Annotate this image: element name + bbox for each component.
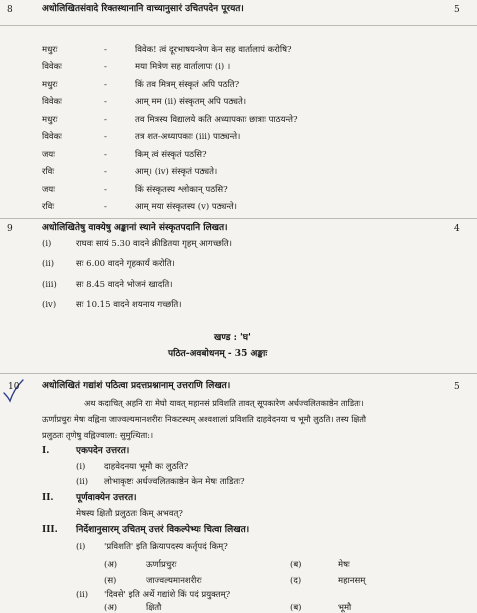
- speaker: जयः: [42, 150, 55, 160]
- option-value: जाज्वल्यमानशरीरः: [146, 576, 202, 586]
- dash: -: [104, 167, 107, 177]
- dash: -: [104, 202, 107, 212]
- dash: -: [104, 62, 107, 72]
- divider: [0, 218, 477, 219]
- part-label: II.: [42, 493, 54, 503]
- item-text: 'प्रविशति' इति क्रियापदस्य कर्तृपदं किम्?: [104, 542, 228, 552]
- divider: [0, 373, 477, 374]
- item-text: सः 10.15 वादने शयनाय गच्छति।: [76, 300, 182, 310]
- part-label: I.: [42, 446, 50, 456]
- speaker: विवेकः: [42, 132, 62, 142]
- dash: -: [104, 150, 107, 160]
- speaker: विवेकः: [42, 62, 62, 72]
- item-label: (i): [76, 462, 86, 472]
- dash: -: [104, 132, 107, 142]
- q10-marks: 5: [454, 382, 460, 392]
- dialogue-line: किम् त्वं संस्कृतं पठसि?: [135, 150, 207, 160]
- dialogue-line: तत्र शत-अध्यापकाः (iii) पाठ्यन्ते।: [135, 132, 241, 142]
- item-label: (i): [76, 542, 86, 552]
- item-label: (iii): [42, 280, 57, 290]
- item-text: 'दिवसे' इति अर्थे गद्यांशे किं पदं प्रयुक्तम्?: [104, 590, 231, 600]
- item-text: सः 6.00 वादने गृहकार्यं करोति।: [76, 259, 175, 269]
- speaker: विवेकः: [42, 97, 62, 107]
- divider: [0, 25, 477, 26]
- speaker: रविः: [42, 167, 55, 177]
- q8-instruction: अधोलिखितसंवादे रिक्तस्थानानि वाच्यानुसारं उचितपदेन पूरयत।: [42, 4, 244, 14]
- section-title: खण्ड : 'घ': [214, 333, 251, 343]
- option-key: (अ): [104, 603, 118, 613]
- dash: -: [104, 97, 107, 107]
- dialogue-line: मया मित्रेण सह वार्तालापः (i) ।: [135, 62, 231, 72]
- dialogue-line: आम्। (iv) संस्कृतं पठ्यते।: [135, 167, 218, 177]
- item-label: (i): [42, 239, 52, 249]
- option-key: (द): [290, 576, 302, 586]
- q9-number: 9: [7, 224, 13, 234]
- dialogue-line: किं तव मित्रम् संस्कृतं अपि पठति?: [135, 80, 240, 90]
- q9-instruction: अधोलिखितेषु वाक्येषु अङ्कानां स्थाने संस्कृतपदानि लिखत।: [42, 223, 228, 233]
- option-key: (ब): [290, 603, 302, 613]
- dash: -: [104, 115, 107, 125]
- passage-line: प्रलुठतः तृणेषु वह्निज्वाला: सुमुत्थिता:।: [42, 430, 154, 440]
- speaker: मधुरः: [42, 115, 58, 125]
- dialogue-line: विवेक! त्वं दूरभाषयन्त्रेण केन सह वार्तालापं करोषि?: [135, 45, 292, 55]
- option-value: महानसम्: [338, 576, 366, 586]
- option-value: भूमौ: [338, 603, 352, 613]
- speaker: मधुरः: [42, 45, 58, 55]
- option-value: मेषः: [338, 560, 350, 570]
- part-label: III.: [42, 525, 58, 535]
- speaker: जयः: [42, 185, 55, 195]
- item-text: लोभाकृष्टः अर्धज्वलितकाष्ठेन केन मेषः ताडितः?: [104, 477, 245, 487]
- q8-marks: 5: [454, 5, 460, 15]
- option-value: क्षितौ: [146, 603, 162, 613]
- dash: -: [104, 185, 107, 195]
- speaker: मधुरः: [42, 80, 58, 90]
- item-text: मेषस्य क्षितौ प्रलुठतः किम् अभवत्?: [76, 509, 183, 519]
- item-text: सः 8.45 वादने भोजनं खादति।: [76, 280, 173, 290]
- option-key: (ब): [290, 560, 302, 570]
- item-label: (iv): [42, 300, 57, 310]
- dialogue-line: आम् मम (ii) संस्कृतम् अपि पठ्यते।: [135, 97, 247, 107]
- item-text: दाहवेदनया भूमौ कः लुठति?: [104, 462, 189, 472]
- item-label: (ii): [76, 590, 89, 600]
- q10-instruction: अधोलिखितं गद्यांशं पठित्वा प्रदत्तप्रश्नानाम् उत्तराणि लिखत।: [42, 381, 231, 391]
- passage-line: अथ कदाचित् अहनि राः मेघो यावत् महानसं प्रविशति तावत् सूपकारेण अर्धज्वलितकाष्ठेन ताडितः।: [84, 398, 364, 408]
- item-text: राघवः सायं 5.30 वादने क्रीडितया गृहम् आगच्छति।: [76, 239, 232, 249]
- section-subtitle: पठित-अवबोधनम् - 35 अङ्काः: [168, 349, 268, 359]
- q10-number: 10: [8, 382, 20, 392]
- item-label: (ii): [42, 259, 55, 269]
- item-label: (ii): [76, 477, 89, 487]
- dialogue-line: किं संस्कृतस्य श्लोकान् पठसि?: [135, 185, 228, 195]
- option-key: (स): [104, 576, 117, 586]
- speaker: रविः: [42, 202, 55, 212]
- dialogue-line: तव मित्रस्य विद्यालये कति अध्यापकाः छात्राः पाठयन्ते?: [135, 115, 298, 125]
- dash: -: [104, 45, 107, 55]
- part-title: एकपदेन उत्तरत।: [76, 446, 130, 456]
- option-key: (अ): [104, 560, 118, 570]
- q9-marks: 4: [454, 224, 460, 234]
- part-title: पूर्णवाक्येन उत्तरत।: [76, 493, 137, 503]
- dash: -: [104, 80, 107, 90]
- dialogue-line: आम् मया संस्कृतस्य (v) पठ्यन्ते।: [135, 202, 237, 212]
- option-value: ऊर्णाप्रचुरः: [146, 560, 177, 570]
- passage-line: ऊर्णाप्रचुरः मेषः वह्निना जाज्वल्यमानशरीरः निकटस्थम् अश्वशालां प्रविशति दाहवेदनया च भूमौ लुठति। तस्य क्षितौ: [42, 414, 367, 424]
- bleed-through-text: [300, 12, 302, 20]
- part-title: निर्देशानुसारम् उचितम् उत्तरं विकल्पेभ्यः चित्वा लिखत।: [76, 525, 250, 535]
- q8-number: 8: [7, 5, 13, 15]
